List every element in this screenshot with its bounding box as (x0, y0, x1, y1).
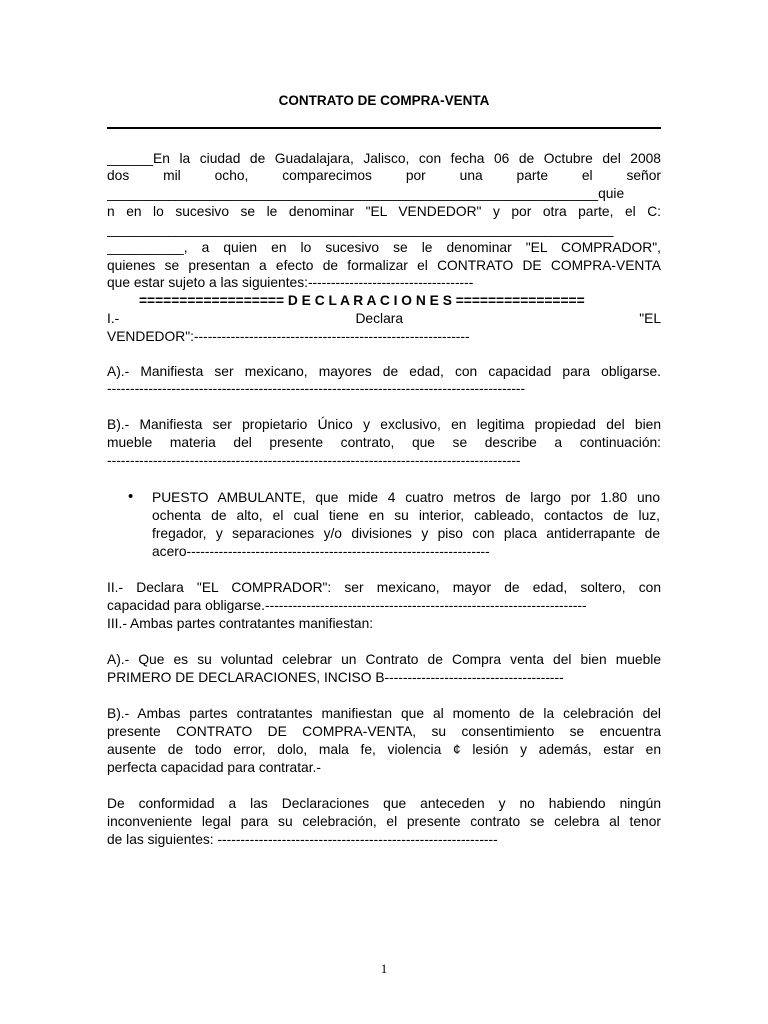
bullet-line: acero------------------------------------------------------------------ (152, 544, 490, 559)
body-line: dos mil ocho, comparecimos por una parte el señor (107, 168, 661, 183)
body-line: n en lo sucesivo se le denominar "EL VENDEDOR" y por otra parte, el C: (107, 204, 661, 219)
body-line: que estar sujeto a las siguientes:------------------------------------ (107, 275, 474, 290)
title-underline (107, 127, 661, 129)
body-line: PRIMERO DE DECLARACIONES, INCISO B--------------------------------------- (107, 670, 564, 685)
page-number: 1 (380, 961, 388, 976)
declarations-heading: ================== D E C L A R A C I O N E S ================ (139, 293, 585, 308)
body-line: quienes se presentan a efecto de formalizar el CONTRATO DE COMPRA-VENTA (107, 258, 661, 273)
body-line: inconveniente legal para su celebración, el presente contrato se celebra al tenor (107, 814, 661, 829)
bullet-line: fregador, y separaciones y/o divisiones y piso con placa antiderrapante de (152, 526, 660, 541)
body-line: III.- Ambas partes contratantes manifiestan: (107, 616, 374, 631)
body-line: B).- Ambas partes contratantes manifiestan que al momento de la celebración del (107, 706, 661, 721)
body-line: capacidad para obligarse.---------------------------------------------------------------------- (107, 598, 587, 613)
body-line: ______En la ciudad de Guadalajara, Jalisco, con fecha 06 de Octubre del 2008 (107, 151, 661, 166)
bullet-line: PUESTO AMBULANTE, que mide 4 cuatro metros de largo por 1.80 uno (152, 490, 660, 505)
body-line: perfecta capacidad para contratar.- (107, 760, 321, 775)
bullet-icon: • (128, 488, 134, 505)
body-line: ------------------------------------------------------------------------------------------ (107, 453, 521, 468)
document-title: CONTRATO DE COMPRA-VENTA (278, 93, 490, 108)
bullet-line: ochenta de alto, el cual tiene en su interior, cableado, contactos de luz, (152, 508, 660, 523)
body-line: ________________________________________________________________quie (107, 186, 625, 201)
body-line: de las siguientes: ------------------------------------------------------------- (107, 832, 498, 847)
body-line: __________________________________________________________________ (107, 222, 614, 237)
body-line: II.- Declara "EL COMPRADOR": ser mexicano, mayor de edad, soltero, con (107, 580, 661, 595)
body-line: presente CONTRATO DE COMPRA-VENTA, su consentimiento se encuentra (107, 724, 661, 739)
body-line: De conformidad a las Declaraciones que anteceden y no habiendo ningún (107, 796, 661, 811)
body-line: VENDEDOR":------------------------------------------------------------ (107, 329, 470, 344)
body-line: ------------------------------------------------------------------------------------------- (107, 381, 526, 396)
body-line: A).- Que es su voluntad celebrar un Contrato de Compra venta del bien mueble (107, 652, 661, 667)
body-line: ausente de todo error, dolo, mala fe, violencia ¢ lesión y además, estar en (107, 742, 661, 757)
body-line: B).- Manifiesta ser propietario Único y exclusivo, en legitima propiedad del bien (107, 417, 661, 432)
body-line: A).- Manifiesta ser mexicano, mayores de edad, con capacidad para obligarse. (107, 364, 661, 379)
body-line: __________, a quien en lo sucesivo se le denominar "EL COMPRADOR", (107, 240, 661, 255)
body-line: mueble materia del presente contrato, que se describe a continuación: (107, 435, 661, 450)
body-line: I.- Declara "EL (107, 311, 661, 326)
